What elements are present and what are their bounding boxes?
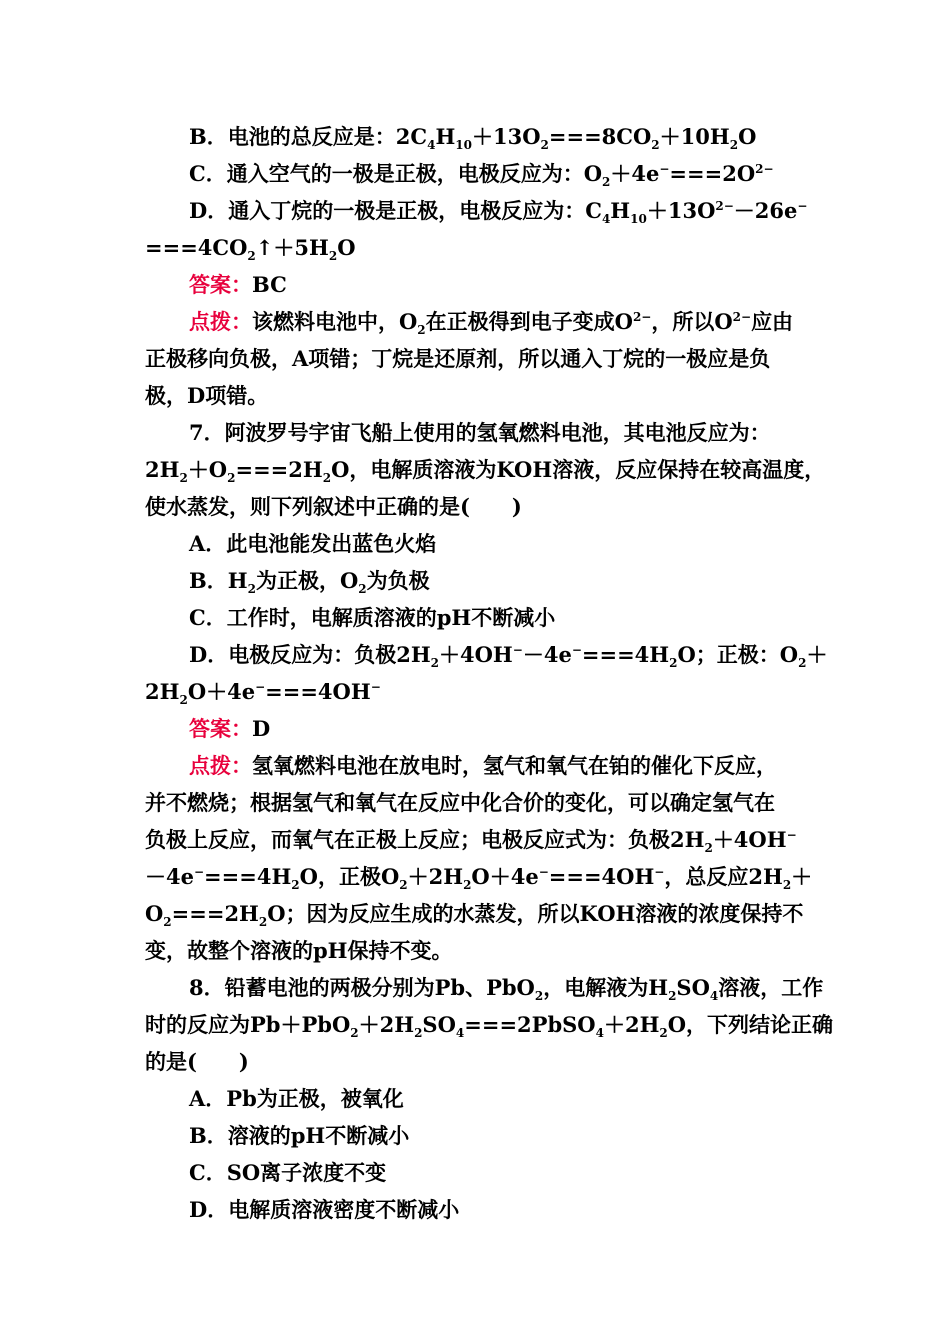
text-line: 7．阿波罗号宇宙飞船上使用的氢氧燃料电池，其电池反应为： bbox=[189, 420, 771, 445]
text-line: C．通入空气的一极是正极，电极反应为：$O_2+4e^-===2O^{2-}$ bbox=[189, 161, 774, 190]
text-line: B．溶液的pH不断减小 bbox=[189, 1123, 410, 1148]
text-line: $-4e^-===4H_2O$，正极$O_2+2H_2O+4e^-===4OH^-$，总反应$2H_2+$ bbox=[145, 864, 813, 893]
text-line: A．此电池能发出蓝色火焰 bbox=[189, 531, 437, 556]
text-line: 的是( ) bbox=[145, 1049, 249, 1074]
text-line: 点拨：氢氧燃料电池在放电时，氢气和氧气在铂的催化下反应， bbox=[189, 753, 777, 778]
text-line: 负极上反应，而氧气在正极上反应；电极反应式为：负极$2H_2+4OH^-$ bbox=[145, 827, 797, 856]
text-line: $O_2===2H_2O$；因为反应生成的水蒸发，所以KOH溶液的浓度保持不 bbox=[145, 901, 804, 930]
text-line: 时的反应为$Pb+PbO_2+2H_2SO_4===2PbSO_4+2H_2O$，下列结论正确 bbox=[145, 1012, 834, 1041]
document-page bbox=[145, 118, 834, 1228]
text-line: B．$H_2$为正极，$O_2$为负极 bbox=[189, 568, 430, 597]
text-line: 点拨：该燃料电池中，$O_2$在正极得到电子变成$O^{2-}$，所以$O^{2-}$应由 bbox=[189, 309, 794, 338]
text-line: C．SO离子浓度不变 bbox=[189, 1160, 387, 1185]
text-line: B．电池的总反应是：$2C_4H_{10}+13O_2===8CO_2+10H_2O$ bbox=[189, 124, 757, 153]
text-line: 答案：D bbox=[189, 716, 271, 741]
text-line: 极，D项错。 bbox=[145, 383, 269, 408]
text-line: 变，故整个溶液的pH保持不变。 bbox=[145, 938, 453, 963]
text-line: D．电解质溶液密度不断减小 bbox=[189, 1197, 460, 1222]
text-line: 答案：BC bbox=[189, 272, 287, 297]
text-line: 使水蒸发，则下列叙述中正确的是( ) bbox=[145, 494, 522, 519]
text-line: D．通入丁烷的一极是正极，电极反应为：$C_4H_{10}+13O^{2-}-26e^-$ bbox=[189, 198, 808, 227]
text-line: 正极移向负极，A项错；丁烷是还原剂，所以通入丁烷的一极应是负 bbox=[145, 346, 771, 371]
text-line: $===4CO_2↑+5H_2O$ bbox=[145, 235, 356, 264]
text-line: 8．铅蓄电池的两极分别为Pb、PbO$_2$，电解液为$H_2SO_4$溶液，工作 bbox=[189, 975, 824, 1004]
text-line: $2H_2O+4e^-===4OH^-$ bbox=[145, 679, 381, 708]
text-line: C．工作时，电解质溶液的pH不断减小 bbox=[189, 605, 556, 630]
text-line: $2H_2+O_2===2H_2O$，电解质溶液为KOH溶液，反应保持在较高温度， bbox=[145, 457, 826, 486]
text-line: A．Pb为正极，被氧化 bbox=[189, 1086, 404, 1111]
text-line: D．电极反应为：负极$2H_2+4OH^--4e^-===4H_2O$；正极：$O_2+$ bbox=[189, 642, 828, 671]
text-line: 并不燃烧；根据氢气和氧气在反应中化合价的变化，可以确定氢气在 bbox=[145, 790, 775, 815]
